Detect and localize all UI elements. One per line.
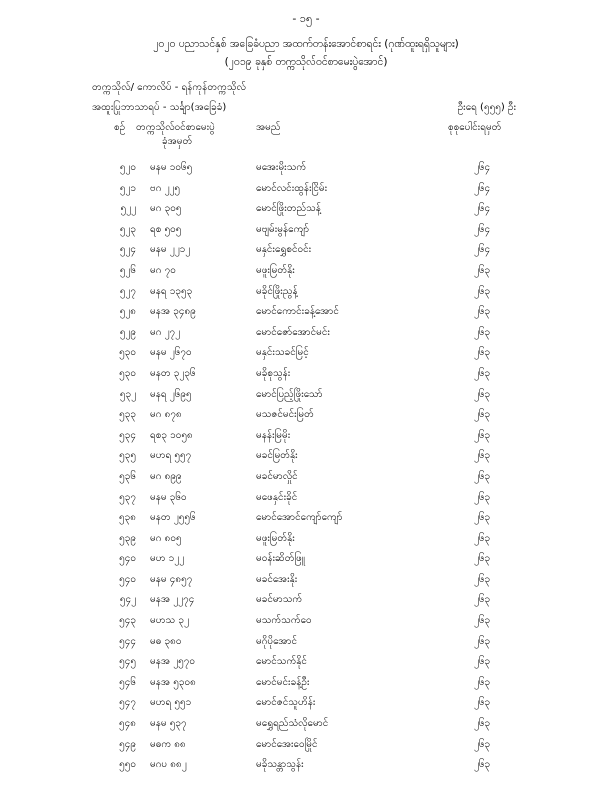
student-name: မောင်လင်းထွန်းငြိမ်း (256, 182, 328, 194)
total-marks: ၂၆၃ (474, 594, 491, 606)
row-number: ၅၄၅ (119, 656, 136, 668)
student-name: မောင်ဇင်သူဟိန်း (256, 697, 316, 709)
total-marks: ၂၆၃ (474, 388, 491, 400)
table-row (0, 345, 612, 366)
row-number: ၅၄၃ (119, 615, 136, 627)
row-number: ၅၅၀ (119, 759, 136, 771)
column-header-name: အမည် (256, 122, 281, 133)
table-row (0, 572, 612, 593)
table-row (0, 551, 612, 572)
document-title: ၂၀၂၀ ပညာသင်နှစ် အခြေခံပညာ အထက်တန်းအောင်စာရင်း (ဂုဏ်ထူးရရှိသူများ) (153, 38, 459, 50)
table-row (0, 592, 612, 613)
row-number: ၅၄၈ (119, 718, 136, 730)
row-number: ၅၄၀ (119, 573, 136, 585)
table-row (0, 757, 612, 778)
student-name: မောင်ပြည့်ဖြိုးသော် (256, 388, 323, 400)
roll-number: မဟသ ၃၂ (150, 615, 189, 627)
roll-number: မနမ ၄၈၅၇ (150, 573, 193, 585)
roll-number: မနအ ၂၅၇၀ (150, 656, 196, 668)
roll-number: မဂ ၈၇၈ (150, 409, 182, 421)
total-marks: ၂၆၃ (474, 264, 491, 276)
table-row (0, 469, 612, 490)
roll-number: မနအ ၂၂၇၄ (150, 594, 195, 606)
student-name: မဗျမ်းမွန်ကျော် (256, 223, 310, 235)
table-row (0, 448, 612, 469)
table-row (0, 387, 612, 408)
student-name: မဂိုပိုအောင် (256, 635, 298, 647)
total-marks: ၂၆၃ (474, 285, 491, 297)
total-marks: ၂၆၃ (474, 718, 491, 730)
total-marks: ၂၆၃ (474, 676, 491, 688)
total-marks: ၂၆၃ (474, 697, 491, 709)
table-row (0, 613, 612, 634)
table-row (0, 695, 612, 716)
row-number: ၅၃၆ (119, 470, 136, 482)
table-row (0, 716, 612, 737)
student-name: မရွှေရည်သံလိုမောင် (256, 718, 329, 730)
row-number: ၅၄၂ (119, 594, 136, 606)
roll-number: မနတ ၂၅၅၆ (150, 512, 196, 524)
row-number: ၅၃၄ (119, 429, 136, 441)
roll-number: မဂပ ၈၈၂ (150, 759, 187, 771)
row-number: ၅၃၂ (119, 388, 136, 400)
student-name: မနှင်းရွှေစင်ဝင်း (256, 244, 312, 256)
total-marks: ၂၆၄ (474, 182, 491, 194)
roll-number: မဂ ၂၇၂ (150, 326, 181, 338)
row-number: ၅၃၈ (119, 512, 136, 524)
roll-number: မဂ ၃၀၅ (150, 203, 182, 215)
table-row (0, 531, 612, 552)
student-name: မခိုစုသွန်း (256, 367, 291, 379)
total-marks: ၂၆၃ (474, 532, 491, 544)
student-name: မောင်ကောင်းခန့်အောင် (256, 306, 339, 318)
page-number: - ၁၅ - (292, 12, 320, 25)
table-row (0, 675, 612, 696)
total-marks: ၂၆၃ (474, 738, 491, 750)
table-row (0, 325, 612, 346)
roll-number: မနတ ၃၂၃၆ (150, 367, 196, 379)
total-marks: ၂၆၃ (474, 512, 491, 524)
student-name: မောင်မင်းခန့်ဦး (256, 676, 310, 688)
roll-number: မဓ ၃၈၀ (150, 635, 182, 647)
table-row (0, 201, 612, 222)
table-row (0, 407, 612, 428)
roll-number: မဟရ ၅၅၁ (150, 697, 192, 709)
table-row (0, 634, 612, 655)
table-row (0, 737, 612, 758)
row-number: ၅၄၉ (119, 738, 136, 750)
count-line: ဦးရေ (၅၅၅) ဦး (457, 102, 516, 113)
row-number: ၅၄၀ (119, 553, 136, 565)
total-marks: ၂၆၄ (474, 162, 491, 173)
total-marks: ၂၆၃ (474, 615, 491, 627)
student-name: မဖူးမြတ်နိုး (256, 532, 295, 544)
total-marks: ၂၆၄ (474, 244, 491, 256)
student-name: မောင်အေးဝေမြိုင် (256, 738, 318, 750)
table-row (0, 428, 612, 449)
roll-number: မနမ ၂၂၁၂ (150, 244, 191, 256)
row-number: ၅၂၈ (119, 306, 136, 318)
row-number: ၅၃၃ (119, 409, 136, 421)
row-number: ၅၂၂ (120, 203, 136, 215)
student-name: မခင်မြတ်နိုး (256, 450, 298, 462)
row-number: ၅၃၅ (119, 450, 136, 462)
student-name: မနန်းမြမိုး (256, 429, 291, 441)
column-header-roll: တက္ကသိုလ်ဝင်စာမေးပွဲ (136, 122, 215, 133)
row-number: ၅၄၇ (119, 697, 136, 709)
row-number: ၅၄၄ (119, 635, 136, 647)
total-marks: ၂၆၃ (474, 429, 491, 441)
table-row (0, 654, 612, 675)
row-number: ၅၄၆ (119, 676, 136, 688)
roll-number: မနရ ၂၆၉၅ (150, 388, 192, 400)
student-name: မသက်သက်ဝေ (256, 615, 312, 627)
table-row (0, 284, 612, 305)
student-name: မဝန်းဆိတ်ဖြူ (256, 553, 305, 565)
row-number: ၅၂၉ (119, 326, 136, 338)
table-row (0, 510, 612, 531)
total-marks: ၂၆၃ (474, 573, 491, 585)
roll-number: မနအ ၃၄၈၉ (150, 306, 196, 318)
student-name: မောင်ဇော်အောင်မင်း (256, 326, 330, 338)
row-number: ၅၂၁ (119, 182, 136, 194)
total-marks: ၂၆၃ (474, 656, 491, 668)
student-name: မခင်မာသက် (256, 594, 303, 606)
student-name: မခင်အေးနိုး (256, 573, 298, 585)
student-name: မောင်သက်နိုင် (256, 656, 307, 668)
roll-number: ရစ ၅၀၅ (150, 223, 182, 235)
roll-number: မနမ ၁၀၆၅ (150, 162, 193, 173)
roll-number: မနမ ၂၆၇၀ (150, 347, 192, 359)
row-number: ၅၂၀ (119, 162, 136, 173)
roll-number: မဂ ၇၀ (150, 264, 176, 276)
roll-number: မဓက ၈၈ (150, 738, 186, 750)
roll-number: မဟရ ၅၅၇ (150, 450, 192, 462)
student-name: မနှင်းသခင်မြင့် (256, 347, 309, 359)
roll-number: မဂ ၈၉၉ (150, 470, 182, 482)
table-row (0, 304, 612, 325)
total-marks: ၂၆၃ (474, 409, 491, 421)
university-line: တက္ကသိုလ်/ ကောလိပ် - ရန်ကုန်တက္ကသိုလ် (92, 82, 246, 93)
total-marks: ၂၆၃ (474, 759, 491, 771)
total-marks: ၂၆၄ (474, 223, 491, 235)
roll-number: ရစ၃ ၁၀၅၈ (150, 429, 193, 441)
student-name: မခိုသန္တာသွန်း (256, 759, 304, 771)
row-number: ၅၂၃ (119, 223, 136, 235)
row-number: ၅၃၀ (119, 347, 136, 359)
column-header-roll-line2: ခုံအမှတ် (162, 136, 193, 147)
table-row (0, 366, 612, 387)
table-row (0, 490, 612, 511)
column-header-marks: စုစုပေါင်းရမှတ် (448, 122, 502, 133)
results-table (0, 160, 612, 778)
roll-number: မဂ ၈၀၅ (150, 532, 182, 544)
row-number: ၅၃၇ (119, 491, 136, 503)
total-marks: ၂၆၃ (474, 450, 491, 462)
total-marks: ၂၆၄ (474, 203, 491, 215)
table-row (0, 222, 612, 243)
subject-line: အထူးပြုဘာသာရပ် - သင်္ချာ(အခြေခံ) (92, 102, 227, 113)
roll-number: မနအ ၅၃၀၈ (150, 676, 196, 688)
roll-number: မနရ ၁၃၅၃ (150, 285, 193, 297)
row-number: ၅၃၀ (119, 367, 136, 379)
total-marks: ၂၆၃ (474, 491, 491, 503)
row-number: ၅၂၄ (119, 244, 136, 256)
roll-number: မနမ ၅၃၇ (150, 718, 187, 730)
roll-number: မဟ ၁၂၂ (150, 553, 185, 565)
row-number: ၅၂၆ (119, 264, 136, 276)
row-number: ၅၃၉ (119, 532, 136, 544)
table-row (0, 242, 612, 263)
table-row (0, 160, 612, 181)
roll-number: မနမ ၃၆၀ (150, 491, 187, 503)
total-marks: ၂၆၃ (474, 306, 491, 318)
total-marks: ၂၆၃ (474, 553, 491, 565)
total-marks: ၂၆၃ (474, 470, 491, 482)
roll-number: ဗဂ ၂၂၅ (150, 182, 181, 194)
table-row (0, 181, 612, 202)
student-name: မသဇင်မင်းမြတ် (256, 409, 314, 421)
row-number: ၅၂၇ (119, 285, 136, 297)
student-name: မဖူးမြတ်နိုး (256, 264, 295, 276)
student-name: မခိုင်ဖြိုးညွန့် (256, 285, 298, 297)
student-name: မအေးမိုးသက် (256, 162, 307, 173)
student-name: မခင်မာလှိုင် (256, 470, 298, 482)
total-marks: ၂၆၃ (474, 326, 491, 338)
total-marks: ၂၆၃ (474, 347, 491, 359)
student-name: မောင်ဖြိုးတည်သန့် (256, 203, 321, 215)
total-marks: ၂၆၃ (474, 367, 491, 379)
document-subtitle: (၂၀၁၉ ခုနှစ် တက္ကသိုလ်ဝင်စာမေးပွဲအောင်) (224, 56, 388, 68)
total-marks: ၂၆၃ (474, 635, 491, 647)
student-name: မောင်အောင်ကျော်ကျော် (256, 512, 343, 524)
student-name: မဖေနှင်းခိုင် (256, 491, 298, 503)
table-row (0, 263, 612, 284)
column-header-no: စဉ် (114, 122, 126, 133)
